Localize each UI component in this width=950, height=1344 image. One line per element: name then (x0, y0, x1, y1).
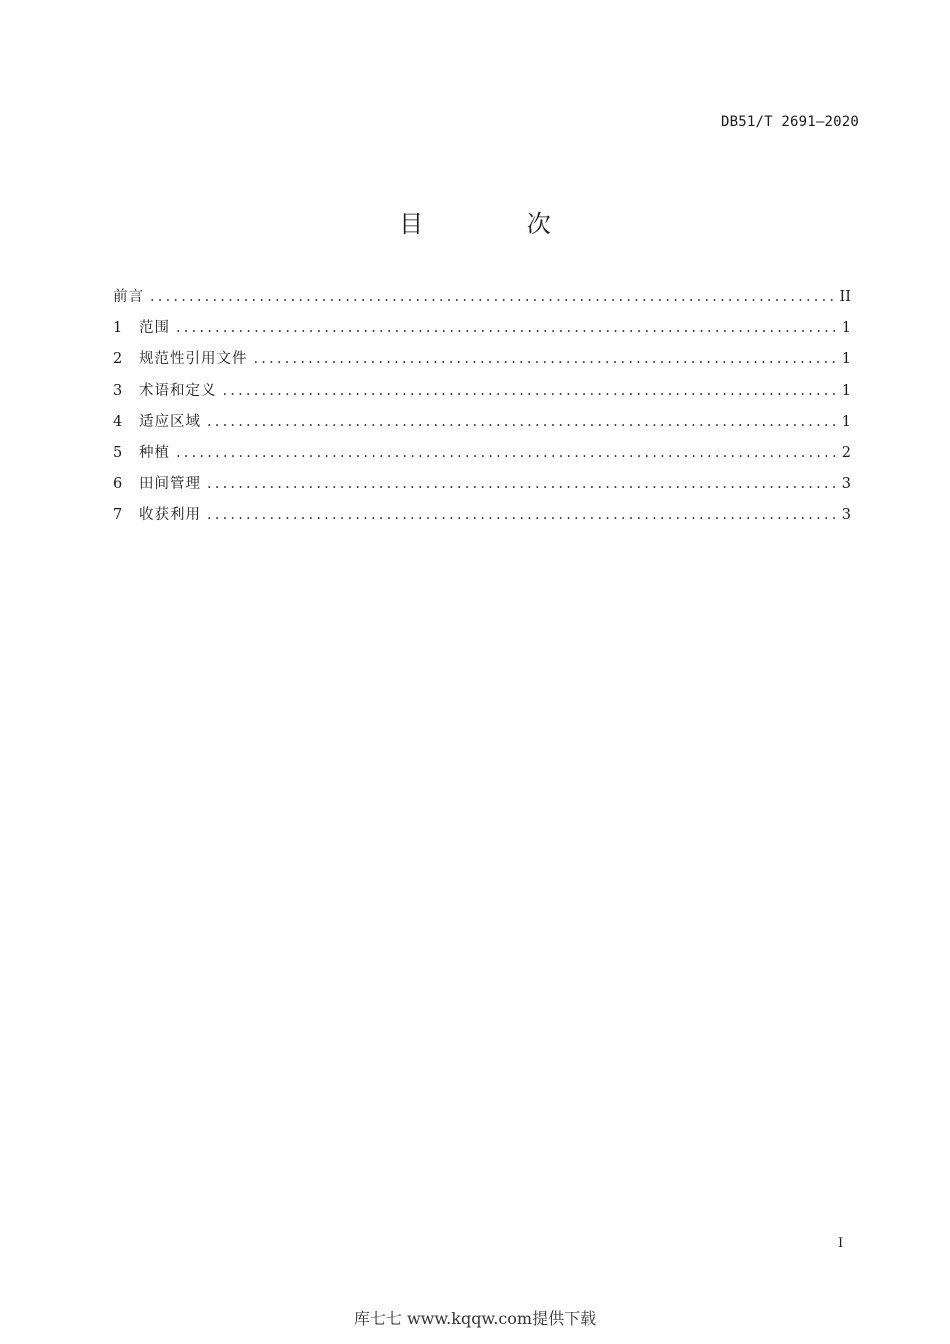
toc-entry-number: 4 (113, 413, 123, 430)
toc-entry-page: 1 (841, 320, 851, 337)
document-code: DB51/T 2691—2020 (720, 114, 859, 130)
toc-entry-page: 3 (841, 476, 851, 493)
toc-leader-dots (176, 442, 835, 464)
toc-entry-scope[interactable] (113, 317, 851, 348)
toc-entry-label: 收获利用 (139, 507, 201, 524)
toc-entry-number: 2 (113, 351, 123, 368)
toc-entry-number: 1 (113, 320, 123, 337)
toc-entry-number: 7 (113, 507, 123, 524)
toc-entry-label: 种植 (139, 444, 170, 461)
toc-entry-number: 3 (113, 382, 123, 399)
toc-entry-label: 适应区域 (139, 413, 201, 430)
toc-leader-dots (207, 411, 835, 433)
toc-entry-label: 田间管理 (139, 476, 201, 493)
toc-entry-page: 3 (841, 507, 851, 524)
toc-entry-harvest-utilization[interactable] (113, 504, 851, 535)
toc-leader-dots (207, 473, 835, 495)
toc-entry-normative-references[interactable] (113, 348, 851, 379)
toc-entry-label: 范围 (139, 320, 170, 337)
footer-watermark: 库七七 www.kqqw.com提供下载 (353, 1309, 597, 1328)
toc-entry-planting[interactable] (113, 442, 851, 473)
toc-entry-page: 1 (841, 382, 851, 399)
toc-entry-label: 规范性引用文件 (139, 351, 248, 368)
toc-entry-label: 术语和定义 (139, 382, 217, 399)
toc-entry-suitable-region[interactable] (113, 411, 851, 442)
toc-entry-page: 1 (841, 351, 851, 368)
toc-entry-label: 前言 (113, 289, 144, 305)
toc-entry-page: II (839, 289, 851, 305)
table-of-contents (113, 286, 851, 536)
toc-entry-page: 1 (841, 413, 851, 430)
toc-entry-field-management[interactable] (113, 473, 851, 504)
toc-leader-dots (223, 380, 836, 402)
page-number: I (838, 1236, 844, 1251)
toc-entry-number: 5 (113, 444, 123, 461)
toc-entry-foreword[interactable] (113, 286, 851, 317)
toc-leader-dots (207, 504, 835, 526)
toc-entry-page: 2 (841, 444, 851, 461)
toc-entry-terms-definitions[interactable] (113, 380, 851, 411)
toc-entry-number: 6 (113, 476, 123, 493)
toc-title: 目 次 (399, 210, 599, 238)
toc-leader-dots (254, 348, 836, 370)
toc-leader-dots (150, 286, 834, 308)
toc-leader-dots (176, 317, 835, 339)
